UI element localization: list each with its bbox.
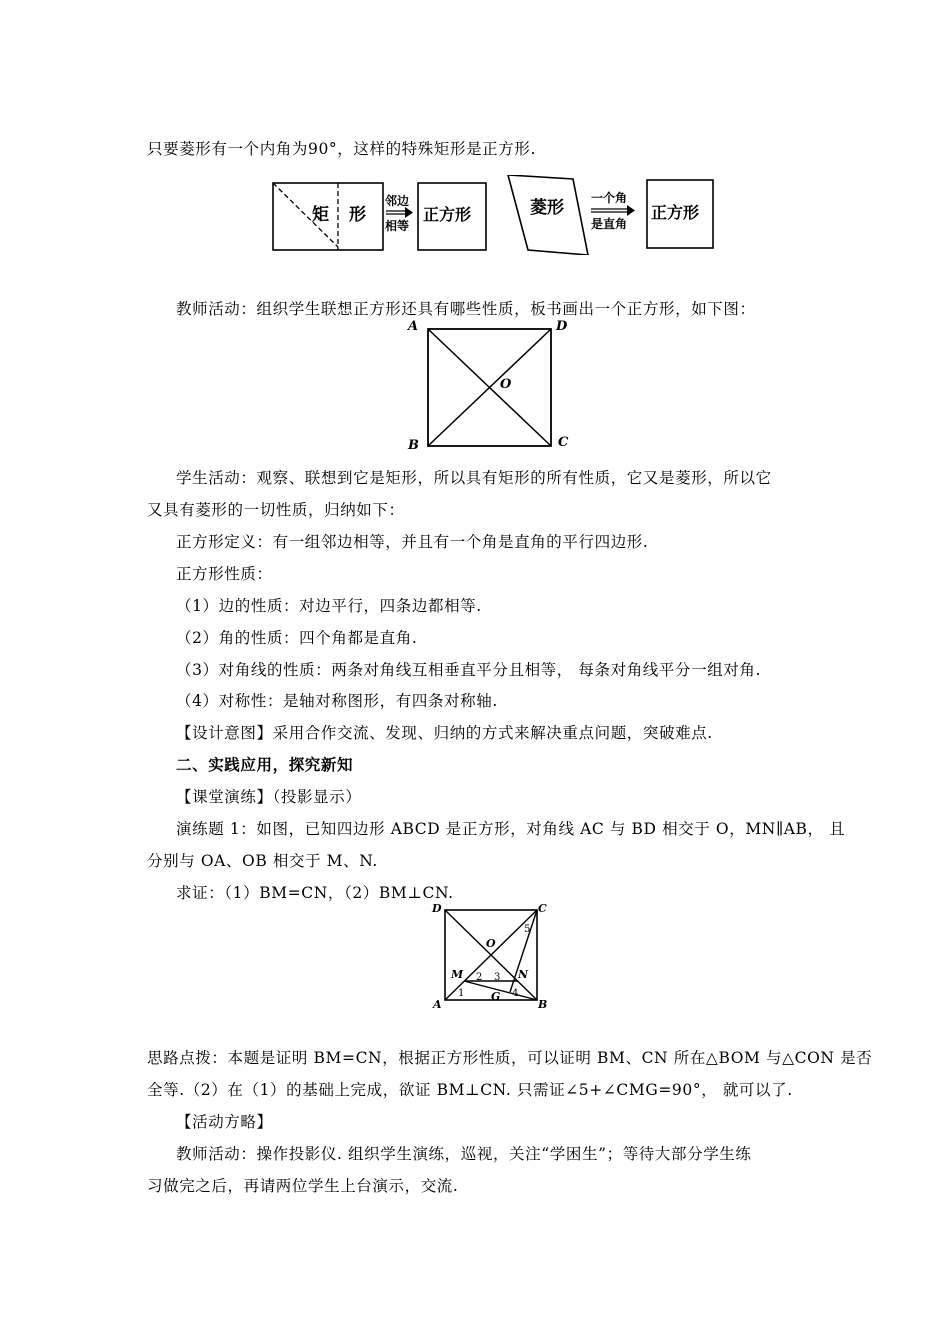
line-7: （1）边的性质：对边平行，四条边都相等. (176, 597, 482, 615)
line-5: 正方形定义：有一组邻边相等，并且有一个角是直角的平行四边形. (176, 533, 649, 551)
line-20: 教师活动：操作投影仪. 组织学生演练，巡视，关注“学困生”；等待大部分学生练 (176, 1145, 752, 1163)
arrow-1-bottom-label: 相等 (385, 219, 410, 233)
line-13: 【课堂演练】（投影显示） (176, 788, 362, 806)
line-10: （4）对称性：是轴对称图形，有四条对称轴. (176, 692, 498, 710)
rectangle-label-2: 形 (349, 205, 366, 225)
line-16: 求证：（1）BM=CN，（2）BM⊥CN. (176, 884, 454, 902)
label-3: 3 (494, 972, 501, 983)
line-15: 分别与 OA、OB 相交于 M、N. (147, 852, 378, 870)
line-21: 习做完之后，再请两位学生上台演示，交流. (147, 1177, 459, 1195)
line-14: 演练题 1：如图，已知四边形 ABCD 是正方形，对角线 AC 与 BD 相交于 O，MN∥AB， 且 (176, 820, 846, 838)
segment-bm (464, 981, 537, 1000)
label-c-ex: C (538, 902, 547, 915)
label-o-ex: O (486, 937, 496, 950)
section-heading: 二、实践应用，探究新知 (176, 755, 354, 774)
arrow-2-top-label: 一个角 (591, 191, 628, 205)
arrow-2-icon (627, 205, 635, 216)
arrow-1-top-label: 邻边 (385, 194, 410, 208)
label-a: A (408, 319, 419, 334)
label-b: B (408, 438, 419, 453)
line-6: 正方形性质： (176, 565, 273, 583)
square-label-1: 正方形 (423, 205, 472, 224)
line-19: 【活动方略】 (176, 1113, 273, 1131)
label-o: O (500, 377, 512, 392)
rhombus-label: 菱形 (530, 198, 564, 218)
line-4: 又具有菱形的一切性质，归纳如下： (147, 501, 405, 519)
label-d: D (556, 319, 568, 334)
arrow-2-bottom-label: 是直角 (591, 217, 628, 231)
label-5: 5 (524, 924, 531, 935)
line-11: 【设计意图】采用合作交流、发现、归纳的方式来解决重点问题，突破难点. (176, 724, 713, 742)
line-18: 全等.（2）在（1）的基础上完成，欲证 BM⊥CN. 只需证∠5+∠CMG=90°， 就可以了. (147, 1081, 793, 1099)
line-1: 只要菱形有一个内角为90°，这样的特殊矩形是正方形. (147, 140, 537, 158)
label-c: C (558, 435, 569, 450)
figure-exercise-square (428, 900, 558, 1012)
line-8: （2）角的性质：四个角都是直角. (176, 629, 418, 647)
label-a-ex: A (433, 998, 442, 1011)
label-1: 1 (458, 988, 465, 999)
square-label-2: 正方形 (651, 203, 700, 222)
label-d-ex: D (432, 902, 442, 915)
label-b-ex: B (538, 998, 548, 1011)
label-4: 4 (512, 988, 519, 999)
arrow-1-icon (405, 207, 413, 218)
label-n: N (518, 968, 529, 981)
figure-square-relations (268, 175, 768, 255)
figure-square-abcd (400, 318, 590, 453)
line-17: 思路点拨：本题是证明 BM=CN，根据正方形性质，可以证明 BM、CN 所在△BOM 与△CON 是否 (147, 1049, 873, 1067)
rectangle-label-1: 矩 (312, 205, 329, 225)
label-m: M (451, 968, 464, 981)
line-2: 教师活动：组织学生联想正方形还具有哪些性质，板书画出一个正方形，如下图： (176, 300, 756, 318)
line-9: （3）对角线的性质：两条对角线互相垂直平分且相等， 每条对角线平分一组对角. (176, 661, 762, 679)
label-g: G (491, 990, 501, 1003)
label-2: 2 (476, 972, 483, 983)
line-3: 学生活动：观察、联想到它是矩形，所以具有矩形的所有性质，它又是菱形，所以它 (176, 469, 772, 487)
